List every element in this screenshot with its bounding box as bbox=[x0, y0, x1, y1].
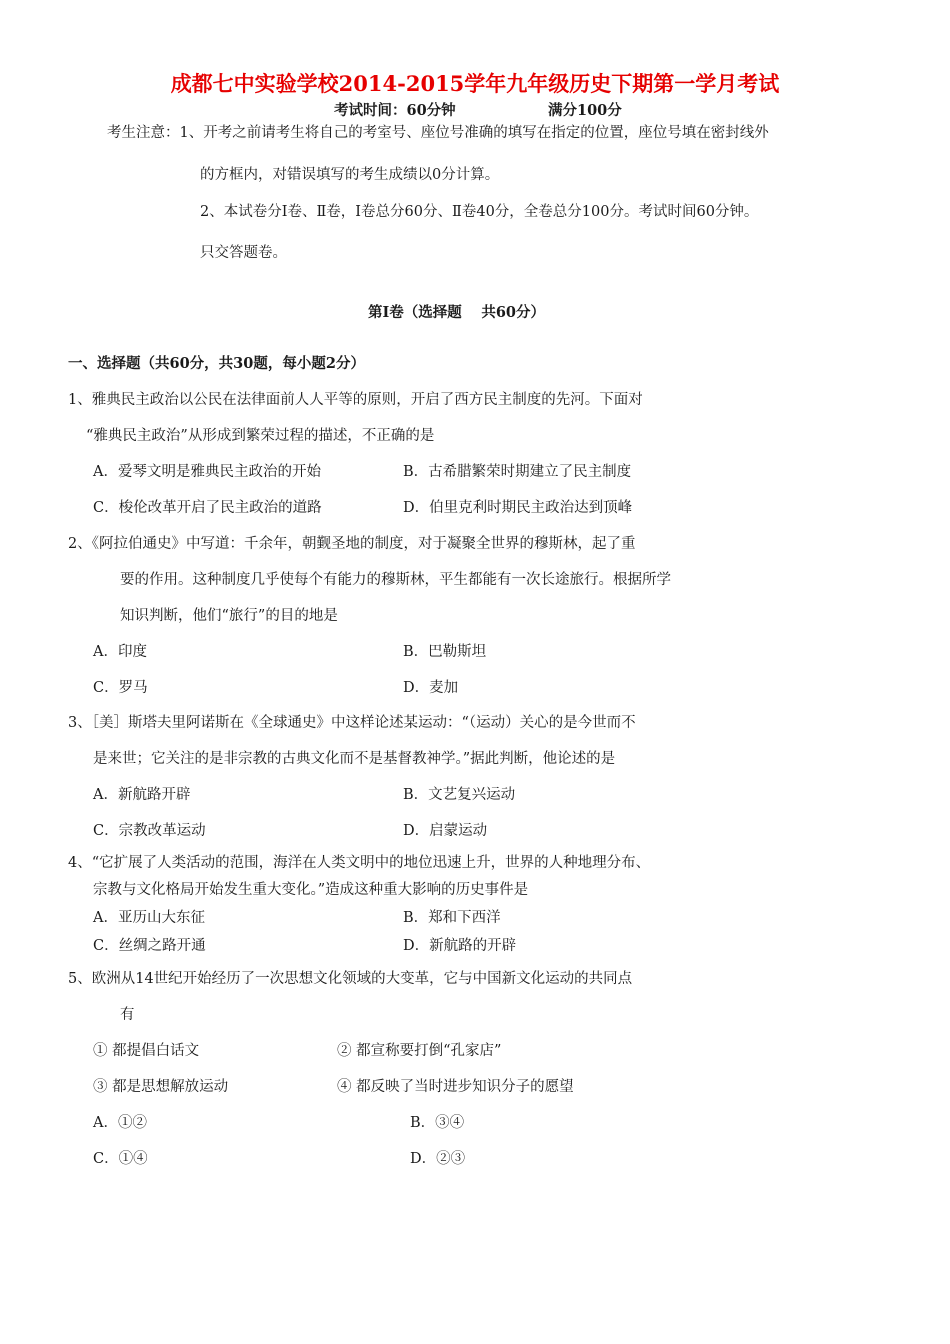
statement-3: ③ 都是思想解放运动 bbox=[93, 1079, 229, 1095]
question-line: 是来世；它关注的是非宗教的古典文化而不是基督教神学。”据此判断，他论述的是 bbox=[93, 751, 616, 767]
option-b[interactable]: B．文艺复兴运动 bbox=[403, 787, 516, 803]
question-line: 宗教与文化格局开始发生重大变化。”造成这种重大影响的历史事件是 bbox=[93, 882, 529, 898]
option-d[interactable]: D．伯里克利时期民主政治达到顶峰 bbox=[403, 500, 633, 516]
question-line: 2、《阿拉伯通史》中写道：千余年，朝觐圣地的制度，对于凝聚全世界的穆斯林，起了重 bbox=[68, 536, 636, 552]
option-b[interactable]: B．郑和下西洋 bbox=[403, 910, 501, 926]
question-line: 要的作用。这种制度几乎使每个有能力的穆斯林，平生都能有一次长途旅行。根据所学 bbox=[120, 572, 671, 588]
option-c[interactable]: C．丝绸之路开通 bbox=[93, 938, 206, 954]
option-c[interactable]: C．宗教改革运动 bbox=[93, 823, 206, 839]
option-c[interactable]: C．梭伦改革开启了民主政治的道路 bbox=[93, 500, 322, 516]
option-b[interactable]: B．巴勒斯坦 bbox=[403, 644, 487, 660]
statement-1: ① 都提倡白话文 bbox=[93, 1043, 200, 1059]
option-a[interactable]: A．印度 bbox=[93, 644, 147, 660]
question-line: 1、雅典民主政治以公民在法律面前人人平等的原则，开启了西方民主制度的先河。下面对 bbox=[68, 392, 643, 408]
question-line: 知识判断，他们“旅行”的目的地是 bbox=[120, 608, 338, 624]
section-heading: 一、选择题（共60分，共30题，每小题2分） bbox=[68, 355, 365, 372]
question-line: “雅典民主政治”从形成到繁荣过程的描述，不正确的是 bbox=[86, 428, 435, 444]
question-line: 5、欧洲从14世纪开始经历了一次思想文化领域的大变革，它与中国新文化运动的共同点 bbox=[68, 971, 633, 987]
option-a[interactable]: A．新航路开辟 bbox=[93, 787, 191, 803]
exam-title: 成都七中实验学校2014-2015学年九年级历史下期第一学月考试 bbox=[170, 71, 780, 96]
question-line: 有 bbox=[120, 1007, 135, 1023]
question-line: 3、［美］斯塔夫里阿诺斯在《全球通史》中这样论述某运动：“（运动）关心的是今世而不 bbox=[68, 715, 636, 731]
part-heading: 第Ⅰ卷（选择题 共60分） bbox=[368, 304, 546, 321]
option-a[interactable]: A．①② bbox=[93, 1115, 147, 1131]
statement-4: ④ 都反映了当时进步知识分子的愿望 bbox=[337, 1079, 574, 1095]
option-d[interactable]: D．②③ bbox=[410, 1151, 466, 1167]
option-d[interactable]: D．启蒙运动 bbox=[403, 823, 488, 839]
option-a[interactable]: A．亚历山大东征 bbox=[93, 910, 205, 926]
notice-line-4: 只交答题卷。 bbox=[200, 245, 287, 261]
statement-2: ② 都宣称要打倒“孔家店” bbox=[337, 1043, 502, 1059]
notice-line-3: 2、本试卷分Ⅰ卷、Ⅱ卷，Ⅰ卷总分60分、Ⅱ卷40分，全卷总分100分。考试时间60分钟。 bbox=[200, 204, 759, 220]
option-a[interactable]: A．爱琴文明是雅典民主政治的开始 bbox=[93, 464, 321, 480]
option-b[interactable]: B．③④ bbox=[410, 1115, 465, 1131]
exam-time: 考试时间：60分钟 bbox=[334, 102, 456, 119]
option-d[interactable]: D．麦加 bbox=[403, 680, 459, 696]
notice-line-2: 的方框内，对错误填写的考生成绩以0分计算。 bbox=[200, 167, 500, 183]
option-d[interactable]: D．新航路的开辟 bbox=[403, 938, 517, 954]
option-b[interactable]: B．古希腊繁荣时期建立了民主制度 bbox=[403, 464, 632, 480]
option-c[interactable]: C．①④ bbox=[93, 1151, 148, 1167]
question-line: 4、“它扩展了人类活动的范围，海洋在人类文明中的地位迅速上升，世界的人种地理分布、 bbox=[68, 855, 651, 871]
exam-score: 满分100分 bbox=[548, 102, 622, 119]
notice-line-1: 考生注意：1、开考之前请考生将自己的考室号、座位号准确的填写在指定的位置，座位号填在密封线外 bbox=[107, 125, 769, 141]
option-c[interactable]: C．罗马 bbox=[93, 680, 148, 696]
